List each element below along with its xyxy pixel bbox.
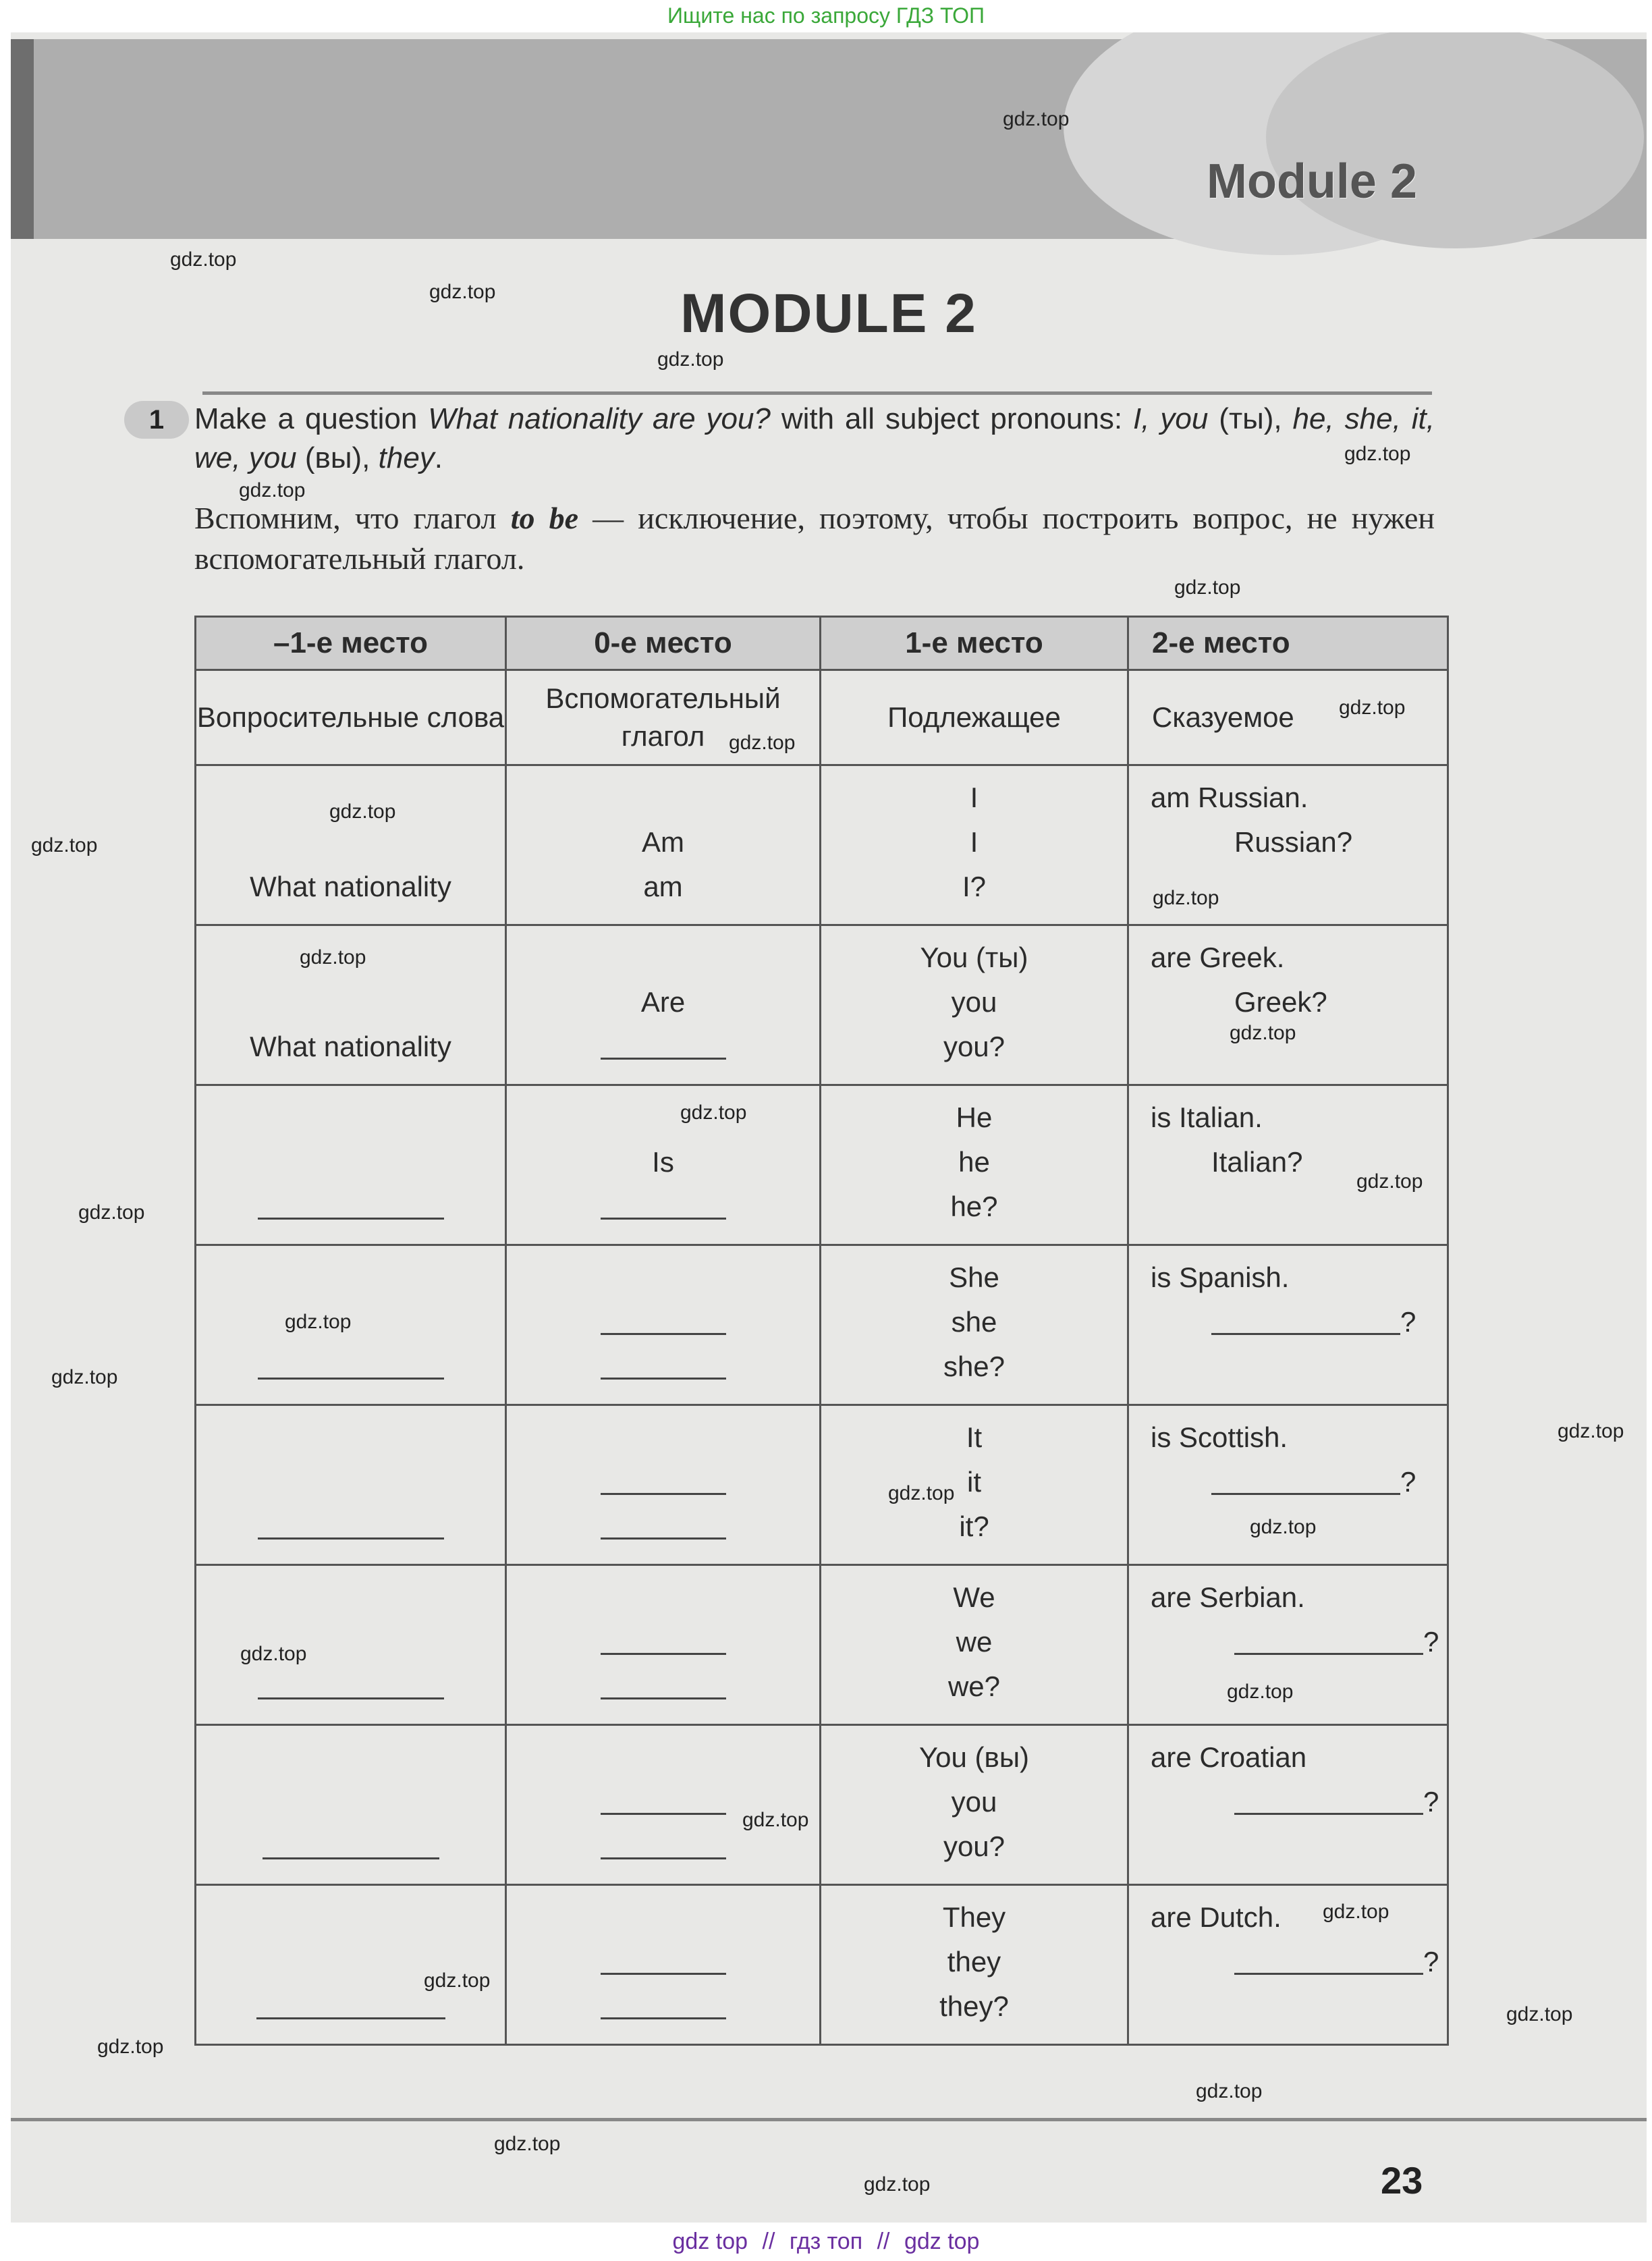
subheader-auxiliary: Вспомогательный глагол <box>506 670 821 765</box>
question-word: What nationality <box>250 871 451 902</box>
question-table <box>194 616 1449 2046</box>
watermark: gdz.top <box>1174 576 1241 599</box>
aux-verb: Is <box>652 1146 674 1178</box>
subject: She <box>949 1261 999 1293</box>
watermark: gdz.top <box>1250 1516 1317 1538</box>
question-mark: ? <box>1423 1786 1439 1818</box>
answer-blank[interactable] <box>258 1677 444 1699</box>
table-row <box>196 1885 1448 2045</box>
subject: You (вы) <box>918 1741 1030 1773</box>
table-row <box>196 925 1448 1085</box>
divider <box>202 391 1432 395</box>
predicate: are Dutch. <box>1151 1901 1282 1933</box>
watermark: gdz.top <box>300 946 366 969</box>
subject: I? <box>962 871 987 902</box>
watermark: gdz.top <box>424 1969 491 1992</box>
predicate: Russian? <box>1234 826 1353 858</box>
predicate: are Croatian <box>1151 1741 1307 1773</box>
predicate: Greek? <box>1234 986 1327 1018</box>
table-row <box>196 1085 1448 1245</box>
subject: you <box>951 1786 997 1818</box>
header-col-1: 1-е место <box>821 617 1128 670</box>
answer-blank[interactable] <box>263 1837 439 1859</box>
answer-blank[interactable] <box>1211 1473 1400 1495</box>
subject: we? <box>947 1670 1001 1702</box>
watermark: gdz.top <box>239 479 306 501</box>
subject: she <box>951 1306 997 1338</box>
question-mark: ? <box>1400 1466 1416 1498</box>
top-banner-link[interactable]: Ищите нас по запросу ГДЗ ТОП <box>667 3 985 28</box>
header-col-minus1: –1-е место <box>196 617 506 670</box>
task-number-badge: 1 <box>124 401 189 439</box>
watermark: gdz.top <box>680 1101 747 1124</box>
watermark: gdz.top <box>31 834 98 856</box>
answer-blank[interactable] <box>601 1953 726 1975</box>
watermark: gdz.top <box>864 2173 931 2196</box>
watermark: gdz.top <box>285 1311 352 1333</box>
answer-blank[interactable] <box>256 1997 445 2019</box>
answer-blank[interactable] <box>601 1793 726 1815</box>
aux-verb: Are <box>640 986 686 1018</box>
predicate: is Scottish. <box>1151 1421 1288 1453</box>
answer-blank[interactable] <box>1234 1633 1423 1655</box>
task-instruction: Make a question What nationality are you? with all subject pronouns: I, you (ты), he, she, it, we, you (вы), they. <box>194 402 1435 474</box>
subject: we <box>956 1626 993 1658</box>
subject: he? <box>950 1191 998 1222</box>
subject: It <box>966 1421 983 1453</box>
answer-blank[interactable] <box>601 1997 726 2019</box>
subject: you? <box>943 1830 1006 1862</box>
header-band <box>11 39 1647 239</box>
watermark: gdz.top <box>429 281 496 303</box>
subject: you? <box>943 1031 1006 1062</box>
question-mark: ? <box>1400 1306 1416 1338</box>
answer-blank[interactable] <box>601 1313 726 1335</box>
watermark: gdz.top <box>742 1809 809 1831</box>
question-word: What nationality <box>250 1031 451 1062</box>
predicate: is Spanish. <box>1151 1261 1290 1293</box>
aux-verb: am <box>643 871 683 902</box>
table-row <box>196 1725 1448 1885</box>
subject: We <box>953 1581 995 1613</box>
answer-blank[interactable] <box>601 1197 726 1220</box>
subject: I <box>970 826 979 858</box>
subheader-question-words: Вопросительные слова <box>196 670 506 765</box>
predicate: am Russian. <box>1151 782 1309 813</box>
subject: she? <box>943 1351 1006 1382</box>
answer-blank[interactable] <box>601 1037 726 1060</box>
watermark: gdz.top <box>240 1643 307 1665</box>
footer-separator: // <box>762 2229 775 2254</box>
subject: he <box>958 1146 990 1178</box>
footer-separator: // <box>877 2229 890 2254</box>
watermark: gdz.top <box>1344 443 1411 465</box>
answer-blank[interactable] <box>601 1357 726 1380</box>
header-col-0: 0-е место <box>506 617 821 670</box>
answer-blank[interactable] <box>258 1517 444 1540</box>
watermark: gdz.top <box>494 2133 561 2155</box>
watermark: gdz.top <box>170 248 237 271</box>
footer-link[interactable]: gdz top <box>672 2229 748 2254</box>
subject: you <box>951 986 997 1018</box>
answer-blank[interactable] <box>601 1517 726 1540</box>
watermark: gdz.top <box>1356 1170 1423 1193</box>
answer-blank[interactable] <box>601 1677 726 1699</box>
subject: He <box>956 1101 993 1133</box>
module-tab-label: Module 2 <box>1206 155 1417 209</box>
watermark: gdz.top <box>1230 1022 1296 1044</box>
answer-blank[interactable] <box>1211 1313 1400 1335</box>
subheader-subject: Подлежащее <box>821 670 1128 765</box>
workbook-page <box>11 32 1647 2223</box>
predicate: are Greek. <box>1151 942 1285 973</box>
answer-blank[interactable] <box>601 1473 726 1495</box>
question-mark: ? <box>1423 1626 1439 1658</box>
subject: I <box>970 782 979 813</box>
answer-blank[interactable] <box>258 1197 444 1220</box>
watermark: gdz.top <box>1506 2003 1573 2025</box>
watermark: gdz.top <box>729 732 796 754</box>
grammar-note: Вспомним, что глагол to be — исключение, поэтому, чтобы построить вопрос, не нужен вспомогательный глагол. <box>194 501 1435 576</box>
subject: it <box>967 1466 981 1498</box>
watermark: gdz.top <box>329 800 396 823</box>
watermark: gdz.top <box>1153 887 1219 909</box>
answer-blank[interactable] <box>1234 1953 1423 1975</box>
predicate: are Serbian. <box>1151 1581 1305 1613</box>
watermark: gdz.top <box>1196 2080 1263 2102</box>
watermark: gdz.top <box>1558 1420 1624 1442</box>
answer-blank[interactable] <box>1234 1793 1423 1815</box>
subject: they? <box>939 1990 1009 2022</box>
watermark: gdz.top <box>1323 1901 1389 1923</box>
watermark: gdz.top <box>1339 697 1406 719</box>
predicate: Italian? <box>1211 1146 1303 1178</box>
answer-blank[interactable] <box>601 1837 726 1859</box>
page-number: 23 <box>1381 2159 1423 2202</box>
watermark: gdz.top <box>657 348 724 371</box>
footer-link[interactable]: gdz top <box>904 2229 980 2254</box>
watermark: gdz.top <box>1003 108 1070 130</box>
predicate: is Italian. <box>1151 1101 1263 1133</box>
subject: They <box>942 1901 1006 1933</box>
subject: it? <box>959 1510 989 1542</box>
watermark: gdz.top <box>51 1366 118 1388</box>
header-col-2: 2-е место <box>1128 617 1448 670</box>
answer-blank[interactable] <box>601 1633 726 1655</box>
aux-verb: Am <box>642 826 684 858</box>
footer-links <box>0 2223 1652 2261</box>
question-mark: ? <box>1423 1946 1439 1978</box>
table-row <box>196 1405 1448 1565</box>
subject: they <box>947 1946 1001 1978</box>
watermark: gdz.top <box>888 1482 955 1504</box>
subject: You (ты) <box>920 942 1028 973</box>
page-title: MODULE 2 <box>680 283 977 344</box>
table-row <box>196 765 1448 925</box>
watermark: gdz.top <box>1227 1681 1294 1703</box>
subheader-predicate: Сказуемое <box>1128 670 1448 765</box>
table-row <box>196 1245 1448 1405</box>
watermark: gdz.top <box>78 1201 145 1224</box>
footer-divider <box>11 2118 1647 2121</box>
watermark: gdz.top <box>97 2036 164 2058</box>
answer-blank[interactable] <box>258 1357 444 1380</box>
footer-link[interactable]: гдз топ <box>789 2229 863 2254</box>
